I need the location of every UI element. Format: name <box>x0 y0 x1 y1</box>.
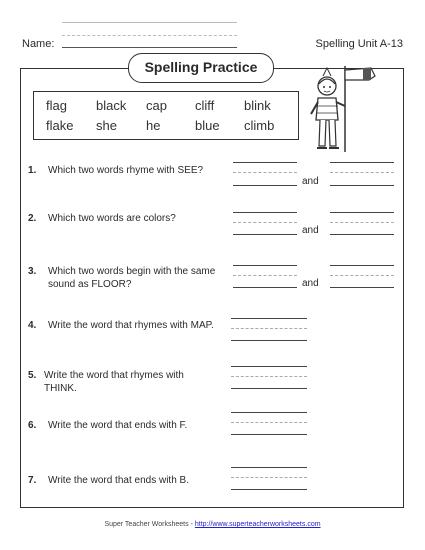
footer-separator: - <box>190 521 193 528</box>
answer-guide-top <box>233 212 297 213</box>
question-number: 4. <box>28 320 37 331</box>
question-text: Write the word that ends with F. <box>48 420 188 431</box>
answer-line[interactable] <box>231 489 307 490</box>
answer-line[interactable] <box>233 185 297 186</box>
word-bank-item: cap <box>146 98 167 113</box>
knight-illustration <box>305 62 393 154</box>
word-bank-item: blue <box>195 118 220 133</box>
word-bank-item: he <box>146 118 161 133</box>
answer-guide-mid <box>231 477 307 478</box>
and-label: and <box>302 225 319 236</box>
answer-guide-mid <box>330 172 394 173</box>
and-label: and <box>302 278 319 289</box>
answer-line[interactable] <box>231 434 307 435</box>
answer-line[interactable] <box>330 234 394 235</box>
answer-line[interactable] <box>231 388 307 389</box>
answer-guide-mid <box>231 422 307 423</box>
question-text: Write the word that ends with B. <box>48 475 189 486</box>
word-bank-item: flake <box>46 118 74 133</box>
answer-line[interactable] <box>330 287 394 288</box>
answer-line[interactable] <box>233 234 297 235</box>
question-text: Which two words rhyme with SEE? <box>48 165 204 176</box>
footer-link[interactable]: http://www.superteacherworksheets.com <box>194 521 321 528</box>
question-number: 6. <box>28 420 37 431</box>
answer-guide-mid <box>330 275 394 276</box>
footer-site-name: Super Teacher Worksheets <box>104 521 189 528</box>
answer-guide-top <box>330 162 394 163</box>
name-write-line[interactable] <box>62 47 237 48</box>
answer-guide-top <box>231 366 307 367</box>
question-number: 3. <box>28 266 37 277</box>
word-bank-item: black <box>96 98 127 113</box>
word-bank-item: blink <box>244 98 271 113</box>
page-title: Spelling Practice <box>128 53 274 83</box>
answer-guide-mid <box>330 222 394 223</box>
answer-guide-top <box>330 265 394 266</box>
answer-guide-top <box>233 162 297 163</box>
word-bank-item: climb <box>244 118 275 133</box>
answer-guide-top <box>231 467 307 468</box>
answer-guide-mid <box>231 376 307 377</box>
answer-line[interactable] <box>233 287 297 288</box>
question-number: 7. <box>28 475 37 486</box>
answer-guide-top <box>233 265 297 266</box>
question-text: Which two words begin with the same sound as FLOOR? <box>48 266 216 290</box>
answer-guide-mid <box>233 172 297 173</box>
question-number: 1. <box>28 165 37 176</box>
answer-guide-top <box>231 318 307 319</box>
footer <box>0 521 425 528</box>
answer-guide-mid <box>233 222 297 223</box>
word-bank-item: she <box>96 118 117 133</box>
question-text: Which two words are colors? <box>48 213 176 224</box>
name-guide-top <box>62 22 237 23</box>
word-bank-item: cliff <box>195 98 215 113</box>
answer-line[interactable] <box>330 185 394 186</box>
question-text: Write the word that rhymes with MAP. <box>48 320 214 331</box>
answer-line[interactable] <box>231 340 307 341</box>
question-text: Write the word that rhymes with THINK. <box>44 370 184 394</box>
answer-guide-mid <box>231 328 307 329</box>
and-label: and <box>302 176 319 187</box>
unit-label: Spelling Unit A-13 <box>315 38 403 50</box>
answer-guide-mid <box>233 275 297 276</box>
word-bank <box>33 91 299 140</box>
word-bank-item: flag <box>46 98 67 113</box>
question-number: 2. <box>28 213 37 224</box>
name-guide-mid <box>62 35 237 36</box>
answer-guide-top <box>330 212 394 213</box>
name-label: Name: <box>22 38 55 50</box>
question-number: 5. <box>28 370 37 381</box>
answer-guide-top <box>231 412 307 413</box>
